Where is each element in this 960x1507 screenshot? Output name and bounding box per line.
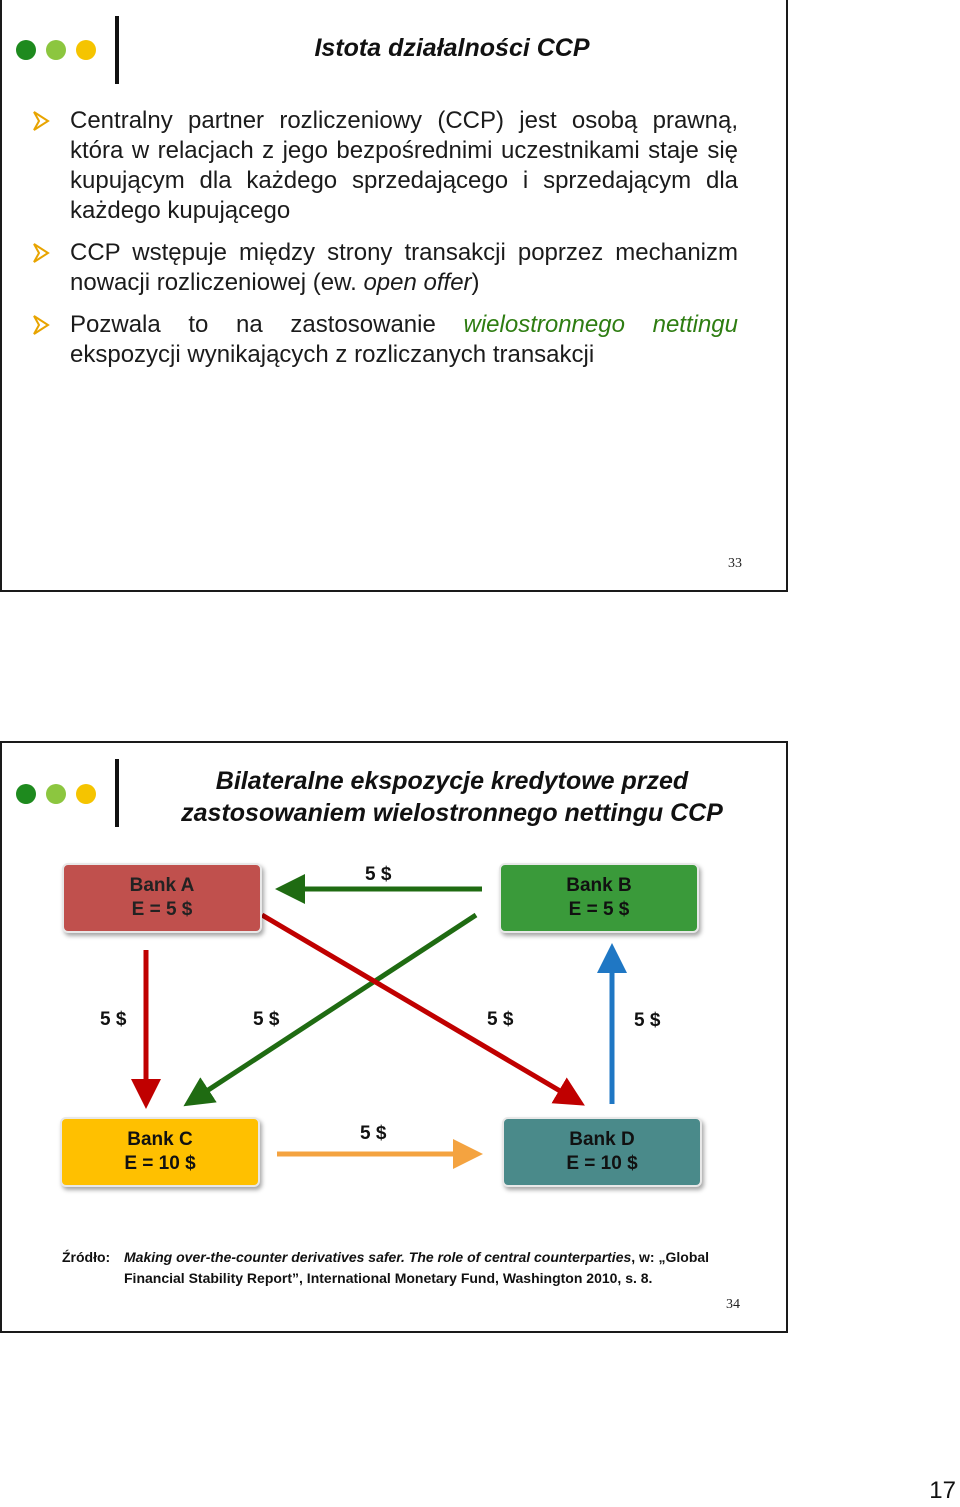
flow-label-b-to-a: 5 $ bbox=[365, 864, 392, 885]
bullet-text: ) bbox=[471, 269, 480, 296]
bank-b-name: Bank B bbox=[566, 875, 632, 896]
bullet-green-italic: wielostronnego nettingu bbox=[463, 311, 739, 338]
bank-a-name: Bank A bbox=[129, 875, 195, 896]
document-page-number: 17 bbox=[929, 1477, 956, 1504]
slide-title: Istota działalności CCP bbox=[314, 34, 590, 62]
bullet-text: CCP wstępuje między strony transakcji poprzez mechanizm nowacji rozliczeniowej (ew. bbox=[70, 239, 738, 296]
bullet-text: Centralny partner rozliczeniowy (CCP) jest osobą prawną, która w relacjach z jego bezpośrednimi uczestnikami staje się kupującym dla każdego sprzedającego i sprzedającym dla każdego kupującego bbox=[70, 107, 738, 224]
arrow-b-to-c bbox=[196, 915, 476, 1098]
slide-title-line1: Bilateralne ekspozycje kredytowe przed bbox=[215, 767, 689, 795]
source-note bbox=[62, 1247, 709, 1289]
flow-label-d-to-b: 5 $ bbox=[634, 1010, 661, 1031]
bank-d-exposure: E = 10 $ bbox=[566, 1153, 638, 1174]
slide-page-number: 33 bbox=[728, 556, 742, 571]
slide-title-line2: zastosowaniem wielostronnego nettingu CCP bbox=[181, 799, 723, 827]
source-label: Źródło: bbox=[62, 1249, 111, 1265]
bank-c-box bbox=[60, 1117, 260, 1187]
bank-c-name: Bank C bbox=[127, 1129, 193, 1150]
source-rest: , w: „Global bbox=[631, 1249, 710, 1265]
source-title: Making over-the-counter derivatives safer. The role of central counterparties bbox=[124, 1249, 632, 1265]
flow-label-c-to-d: 5 $ bbox=[360, 1123, 387, 1144]
bank-b-exposure: E = 5 $ bbox=[568, 899, 630, 920]
bank-d-name: Bank D bbox=[569, 1129, 635, 1150]
flow-label-a-to-d: 5 $ bbox=[487, 1009, 514, 1030]
slide-page-number: 34 bbox=[726, 1297, 740, 1312]
bank-c-exposure: E = 10 $ bbox=[124, 1153, 196, 1174]
bank-d-box bbox=[502, 1117, 702, 1187]
bullet-italic: open offer bbox=[363, 269, 472, 296]
bullet-text: ekspozycji wynikających z rozliczanych transakcji bbox=[70, 341, 595, 368]
flow-label-b-to-c: 5 $ bbox=[253, 1009, 280, 1030]
source-line2: Financial Stability Report”, International Monetary Fund, Washington 2010, s. 8. bbox=[124, 1270, 653, 1286]
flow-label-a-to-c: 5 $ bbox=[100, 1009, 127, 1030]
arrow-a-to-d bbox=[262, 915, 572, 1098]
bank-a-exposure: E = 5 $ bbox=[131, 899, 193, 920]
bank-b-box bbox=[499, 863, 699, 933]
bullet-text: Pozwala to na zastosowanie bbox=[70, 311, 464, 338]
bank-a-box bbox=[62, 863, 262, 933]
